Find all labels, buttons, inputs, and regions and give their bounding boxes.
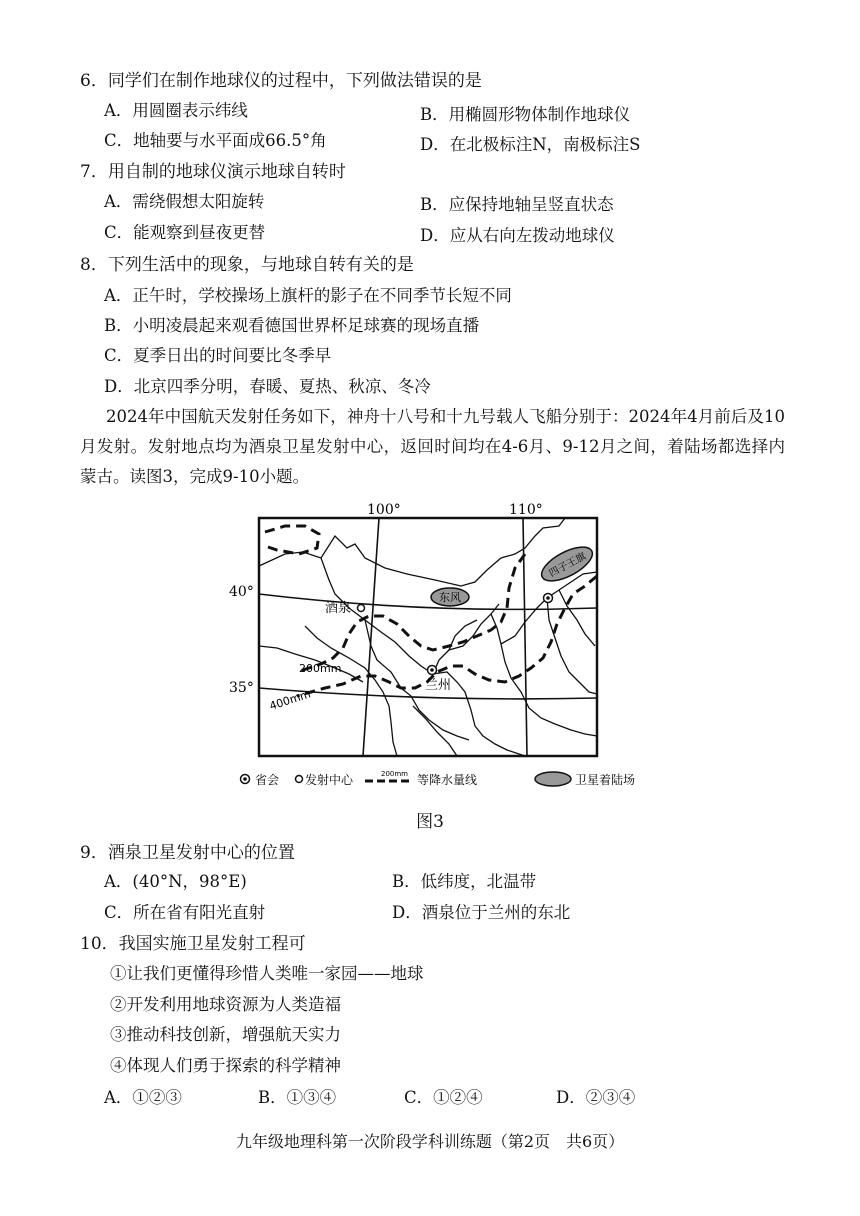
question-8-option-d: D．北京四季分明，春暖、夏热、秋凉、冬冷 [104, 377, 431, 396]
question-8-option-b: B．小明凌晨起来观看德国世界杯足球赛的现场直播 [104, 316, 480, 335]
question-9-option-b: B．低纬度，北温带 [392, 872, 537, 891]
capital-marker-hohhot [544, 594, 553, 603]
question-10-item-3: ③推动科技创新，增强航天实力 [110, 1025, 341, 1044]
launch-center-marker [358, 605, 365, 612]
lon-label-100: 100° [367, 502, 401, 518]
question-10-item-2: ②开发利用地球资源为人类造福 [110, 995, 341, 1014]
question-6-option-a: A．用圆圈表示纬线 [104, 101, 248, 120]
province-boundaries [259, 518, 597, 756]
question-8-option-a: A．正午时，学校操场上旗杆的影子在不同季节长短不同 [104, 286, 512, 305]
meridian-100 [363, 518, 379, 756]
place-label-siziwangqi: 四子王旗 [547, 551, 588, 580]
question-10-item-4: ④体现人们勇于探索的科学精神 [110, 1056, 341, 1075]
legend-isohyet-sample: 200mm [381, 770, 408, 778]
question-7-option-d: D．应从右向左拨动地球仪 [420, 226, 615, 245]
lat-label-40: 40° [229, 584, 254, 600]
isohyet-label-400: 400mm [267, 687, 313, 713]
question-10-option-b: B．①③④ [258, 1088, 337, 1107]
legend-launch-label: 发射中心 [305, 773, 354, 787]
isohyet-label-200: 200mm [299, 662, 342, 675]
question-9-option-a: A．(40°N，98°E) [104, 872, 247, 891]
legend-isohyet-label: 等降水量线 [417, 773, 478, 787]
legend-capital-label: 省会 [255, 773, 280, 787]
question-10-stem: 10．我国实施卫星发射工程可 [80, 934, 306, 954]
question-7-option-b: B．应保持地轴呈竖直状态 [420, 195, 614, 214]
question-8-stem: 8．下列生活中的现象，与地球自转有关的是 [80, 255, 414, 275]
question-9-option-d: D．酒泉位于兰州的东北 [392, 903, 571, 922]
question-7-option-c: C．能观察到昼夜更替 [104, 223, 266, 242]
lat-label-35: 35° [229, 680, 254, 696]
question-10-item-1: ①让我们更懂得珍惜人类唯一家园——地球 [110, 964, 424, 983]
question-6-option-b: B．用椭圆形物体制作地球仪 [420, 105, 631, 124]
question-10-option-d: D．②③④ [556, 1088, 636, 1107]
map-figure-3 [225, 496, 665, 796]
capital-marker-lanzhou [428, 666, 437, 675]
legend-landing-icon [535, 772, 571, 786]
question-9-option-c: C．所在省有阳光直射 [104, 903, 266, 922]
question-7-option-a: A．需绕假想太阳旋转 [104, 192, 265, 211]
map-legend [241, 770, 636, 787]
reading-passage-text: 2024年中国航天发射任务如下，神舟十八号和十九号载人飞船分别于：2024年4月前后及10月发射。发射地点均为酒泉卫星发射中心，返回时间均在4-6月、9-12月之间，着陆场都选择内蒙古。读图3，完成9-10小题。 [80, 407, 785, 486]
legend-launch-icon [296, 776, 303, 783]
question-10-option-c: C．①②④ [404, 1088, 483, 1107]
question-10-option-a: A．①②③ [104, 1088, 182, 1107]
place-label-lanzhou: 兰州 [425, 678, 452, 693]
legend-landing-label: 卫星着陆场 [575, 773, 636, 787]
lon-label-110: 110° [509, 502, 543, 518]
page-footer: 九年级地理科第一次阶段学科训练题（第2页 共6页） [235, 1132, 625, 1151]
question-7-stem: 7．用自制的地球仪演示地球自转时 [80, 162, 346, 182]
place-label-dongfeng: 东风 [439, 591, 461, 604]
question-9-stem: 9．酒泉卫星发射中心的位置 [80, 843, 295, 863]
question-8-option-c: C．夏季日出的时间要比冬季早 [104, 346, 332, 365]
place-label-jiuquan: 酒泉 [325, 601, 352, 616]
question-6-option-c: C．地轴要与水平面成66.5°角 [104, 131, 327, 150]
figure-caption: 图3 [416, 812, 444, 832]
legend-capital-icon [241, 775, 250, 784]
reading-passage [80, 402, 785, 492]
question-6-option-d: D．在北极标注N，南极标注S [420, 135, 641, 154]
question-6-stem: 6．同学们在制作地球仪的过程中，下列做法错误的是 [80, 71, 482, 91]
